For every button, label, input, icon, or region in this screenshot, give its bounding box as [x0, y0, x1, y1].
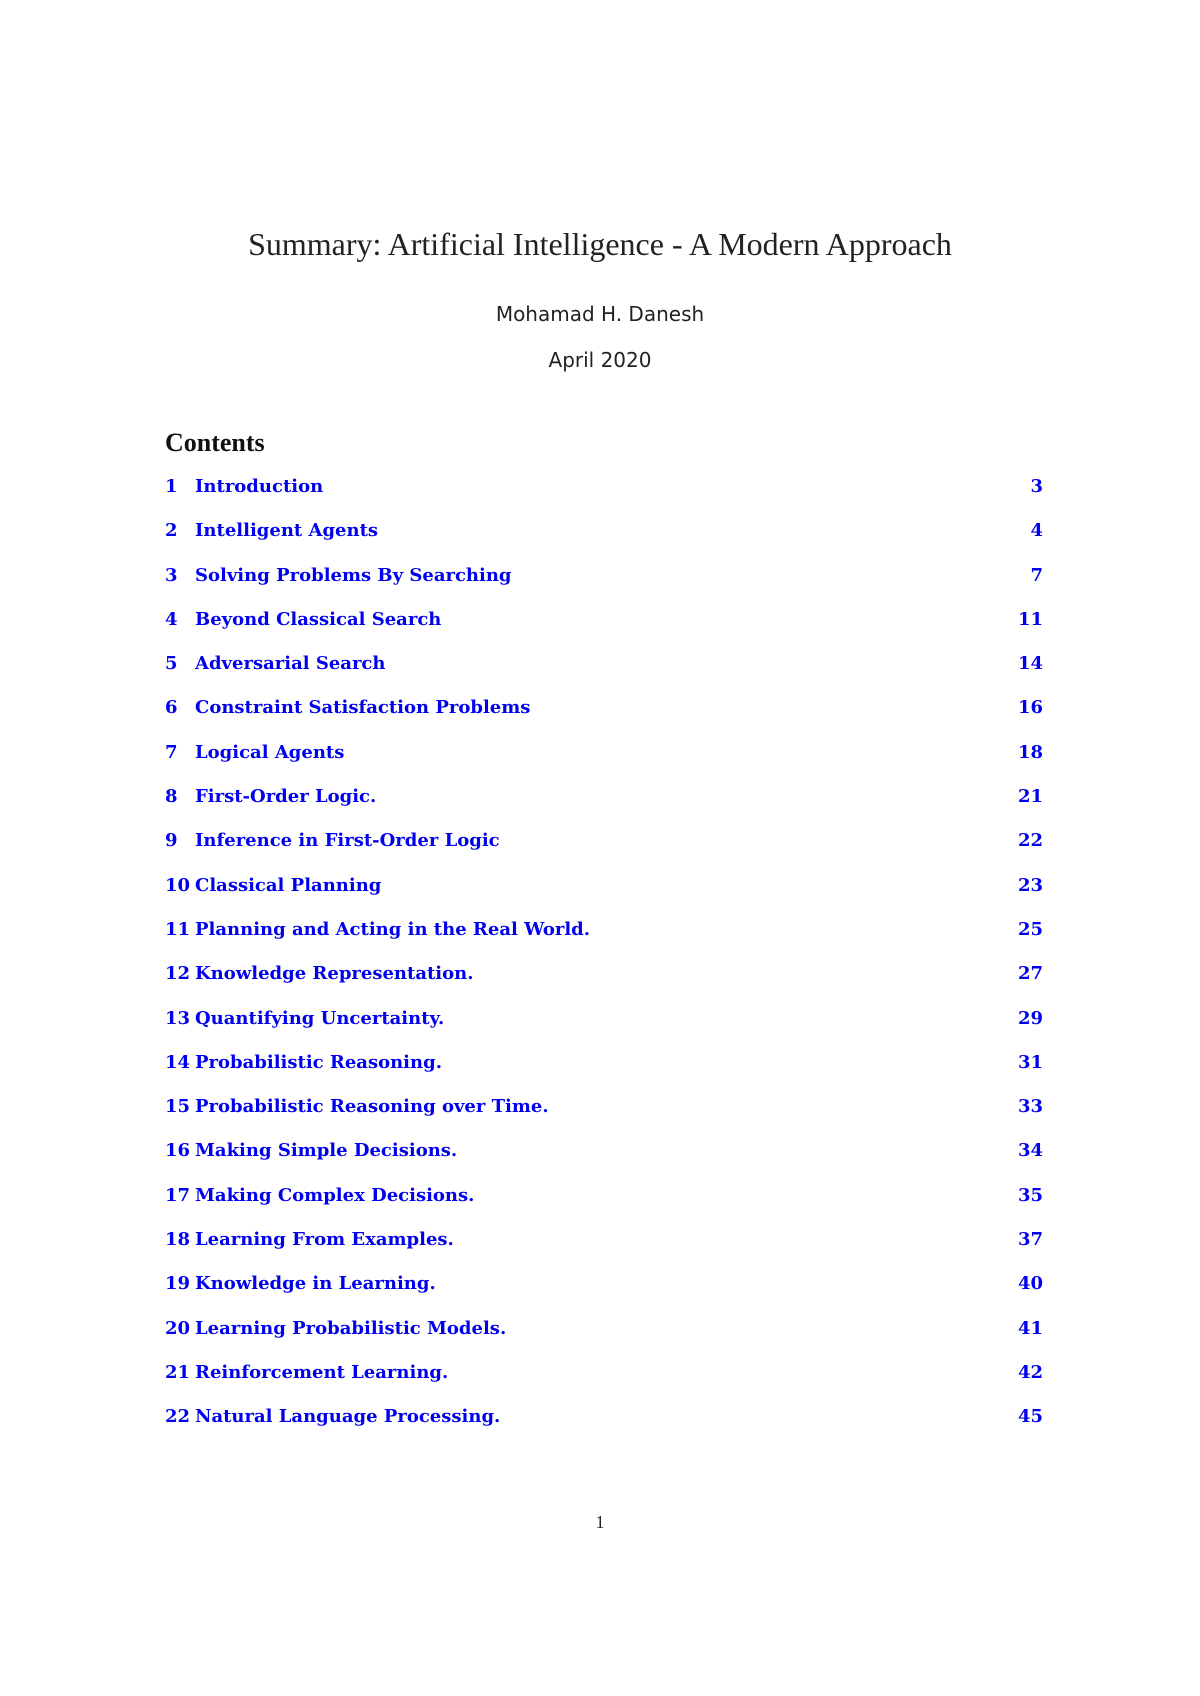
toc-section-title: Learning Probabilistic Models.: [195, 1317, 507, 1339]
toc-section-title: Learning From Examples.: [195, 1229, 454, 1251]
toc-page-number: 34: [1017, 1140, 1043, 1162]
toc-section-title: Natural Language Processing.: [195, 1406, 501, 1428]
toc-entry[interactable]: [165, 697, 1043, 741]
toc-page-number: 11: [1017, 608, 1043, 630]
toc-section-title: Planning and Acting in the Real World.: [195, 918, 591, 940]
toc-entry[interactable]: [165, 919, 1043, 963]
toc-section-number: 9: [165, 830, 178, 852]
toc-page-number: 40: [1017, 1273, 1043, 1295]
toc-section-number: 20: [165, 1317, 191, 1339]
toc-section-title: Making Simple Decisions.: [195, 1140, 458, 1162]
toc-entry[interactable]: [165, 1229, 1043, 1273]
toc-entry[interactable]: [165, 1140, 1043, 1184]
toc-section-number: 10: [165, 874, 191, 896]
toc-page-number: 35: [1017, 1184, 1043, 1206]
toc-section-title: Constraint Satisfaction Problems: [195, 697, 531, 719]
toc-page-number: 14: [1017, 653, 1043, 675]
page-number: 1: [595, 1512, 605, 1532]
toc-page-number: 22: [1017, 830, 1043, 852]
toc-section-number: 2: [165, 520, 178, 542]
toc-entry[interactable]: [165, 609, 1043, 653]
toc-page-number: 4: [1030, 520, 1043, 542]
toc-page-number: 33: [1017, 1096, 1043, 1118]
toc-section-title: Making Complex Decisions.: [195, 1184, 475, 1206]
toc-section-number: 19: [165, 1273, 191, 1295]
toc-entry[interactable]: [165, 1406, 1043, 1450]
toc-page-number: 21: [1017, 786, 1043, 808]
toc-section-number: 18: [165, 1229, 191, 1251]
toc-section-title: Introduction: [195, 476, 324, 497]
toc-section-title: Classical Planning: [195, 874, 382, 896]
toc-section-number: 8: [165, 786, 178, 808]
toc-page-number: 45: [1017, 1406, 1043, 1428]
toc-section-number: 11: [165, 918, 191, 940]
toc-page-number: 29: [1017, 1007, 1043, 1029]
toc-section-number: 1: [165, 476, 178, 497]
toc-page-number: 23: [1017, 874, 1043, 896]
toc-page-number: 3: [1030, 476, 1043, 497]
toc-section-title: Solving Problems By Searching: [195, 564, 512, 586]
toc-entry[interactable]: [165, 1362, 1043, 1406]
toc-page-number: 18: [1017, 741, 1043, 763]
toc-section-number: 7: [165, 741, 178, 763]
toc-section-title: Quantifying Uncertainty.: [195, 1007, 445, 1029]
toc-section-title: Reinforcement Learning.: [195, 1361, 449, 1383]
toc-section-number: 12: [165, 963, 191, 985]
toc-section-number: 6: [165, 697, 178, 719]
toc-section-title: Beyond Classical Search: [195, 608, 442, 630]
toc-entry[interactable]: [165, 653, 1043, 697]
toc-page-number: 25: [1017, 918, 1043, 940]
toc-entry[interactable]: [165, 875, 1043, 919]
toc-page-number: 16: [1017, 697, 1043, 719]
toc-section-number: 3: [165, 564, 178, 586]
toc-entry[interactable]: [165, 1185, 1043, 1229]
toc-section-title: Probabilistic Reasoning.: [195, 1051, 442, 1073]
toc-entry[interactable]: [165, 786, 1043, 830]
toc-section-title: First-Order Logic.: [195, 786, 377, 808]
toc-entry[interactable]: [165, 830, 1043, 874]
toc-entry[interactable]: [165, 1096, 1043, 1140]
toc-section-title: Knowledge in Learning.: [195, 1273, 436, 1295]
toc-entry[interactable]: [165, 1052, 1043, 1096]
document-title: Summary: Artificial Intelligence - A Modern Approach: [248, 226, 952, 262]
toc-section-number: 5: [165, 653, 178, 675]
document-date: April 2020: [548, 348, 652, 372]
toc-section-title: Intelligent Agents: [195, 520, 379, 542]
toc-section-number: 15: [165, 1096, 191, 1118]
toc-section-title: Adversarial Search: [195, 653, 386, 675]
table-of-contents: [165, 476, 1043, 1451]
contents-heading: Contents: [165, 428, 265, 457]
toc-page-number: 42: [1017, 1361, 1043, 1383]
toc-entry[interactable]: [165, 742, 1043, 786]
toc-entry[interactable]: [165, 476, 1043, 520]
document-author: Mohamad H. Danesh: [495, 302, 705, 326]
toc-entry[interactable]: [165, 1273, 1043, 1317]
toc-entry[interactable]: [165, 1318, 1043, 1362]
toc-section-title: Probabilistic Reasoning over Time.: [195, 1096, 549, 1118]
toc-section-number: 17: [165, 1184, 191, 1206]
toc-page-number: 7: [1030, 564, 1043, 586]
toc-section-number: 4: [165, 608, 178, 630]
toc-section-number: 14: [165, 1051, 191, 1073]
toc-section-number: 22: [165, 1406, 191, 1428]
toc-page-number: 41: [1017, 1317, 1043, 1339]
toc-section-title: Inference in First-Order Logic: [195, 830, 500, 852]
toc-section-title: Logical Agents: [195, 741, 345, 763]
toc-page-number: 27: [1017, 963, 1043, 985]
toc-page-number: 37: [1017, 1229, 1043, 1251]
toc-entry[interactable]: [165, 963, 1043, 1007]
toc-entry[interactable]: [165, 520, 1043, 564]
toc-section-number: 21: [165, 1361, 191, 1383]
toc-section-number: 13: [165, 1007, 191, 1029]
toc-entry[interactable]: [165, 565, 1043, 609]
toc-page-number: 31: [1017, 1051, 1043, 1073]
toc-section-title: Knowledge Representation.: [195, 963, 474, 985]
toc-entry[interactable]: [165, 1008, 1043, 1052]
toc-section-number: 16: [165, 1140, 191, 1162]
